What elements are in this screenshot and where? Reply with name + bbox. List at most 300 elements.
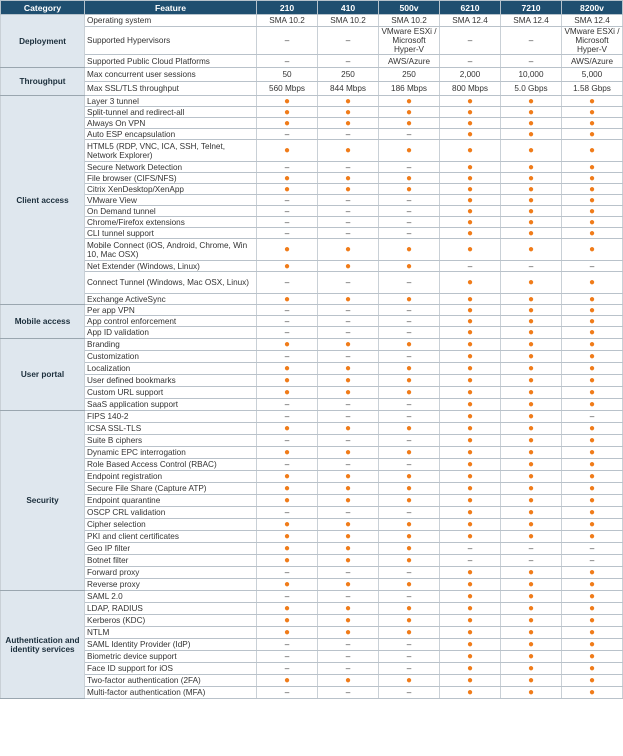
supported-dot-cell: ● (379, 495, 440, 507)
supported-dot-cell: ● (562, 639, 623, 651)
feature-cell: Supported Hypervisors (85, 27, 257, 55)
value-cell: – (379, 639, 440, 651)
table-row (1, 663, 623, 675)
table-row (1, 675, 623, 687)
supported-dot-cell: ● (318, 339, 379, 351)
supported-dot-cell: ● (318, 483, 379, 495)
table-row (1, 327, 623, 339)
value-cell: – (257, 206, 318, 217)
supported-dot-cell: ● (318, 471, 379, 483)
feature-cell: Botnet filter (85, 555, 257, 567)
feature-cell: SaaS application support (85, 399, 257, 411)
table-row (1, 507, 623, 519)
supported-dot-cell: ● (257, 363, 318, 375)
feature-cell: Cipher selection (85, 519, 257, 531)
supported-dot-cell: ● (318, 519, 379, 531)
feature-cell: Chrome/Firefox extensions (85, 217, 257, 228)
supported-dot-cell: ● (562, 184, 623, 195)
value-cell: – (257, 639, 318, 651)
supported-dot-cell: ● (562, 129, 623, 140)
value-cell: – (318, 567, 379, 579)
value-cell: – (318, 162, 379, 173)
table-row (1, 687, 623, 699)
supported-dot-cell: ● (257, 339, 318, 351)
table-row (1, 173, 623, 184)
supported-dot-cell: ● (318, 140, 379, 162)
table-row (1, 363, 623, 375)
supported-dot-cell: ● (257, 603, 318, 615)
value-cell: 1.58 Gbps (562, 82, 623, 96)
value-cell: – (379, 217, 440, 228)
value-cell: SMA 12.4 (440, 15, 501, 27)
supported-dot-cell: ● (379, 375, 440, 387)
supported-dot-cell: ● (379, 603, 440, 615)
value-cell: – (318, 351, 379, 363)
value-cell: – (379, 651, 440, 663)
feature-cell: Secure File Share (Capture ATP) (85, 483, 257, 495)
supported-dot-cell: ● (257, 471, 318, 483)
feature-cell: Dynamic EPC interrogation (85, 447, 257, 459)
header-model-210: 210 (257, 1, 318, 15)
value-cell: – (379, 567, 440, 579)
value-cell: – (318, 507, 379, 519)
value-cell: – (318, 129, 379, 140)
supported-dot-cell: ● (318, 495, 379, 507)
supported-dot-cell: ● (562, 507, 623, 519)
table-row (1, 579, 623, 591)
supported-dot-cell: ● (257, 447, 318, 459)
supported-dot-cell: ● (562, 339, 623, 351)
table-row (1, 471, 623, 483)
value-cell: – (501, 27, 562, 55)
supported-dot-cell: ● (440, 184, 501, 195)
supported-dot-cell: ● (501, 327, 562, 339)
table-row (1, 399, 623, 411)
value-cell: – (257, 435, 318, 447)
supported-dot-cell: ● (501, 675, 562, 687)
supported-dot-cell: ● (379, 543, 440, 555)
table-row (1, 435, 623, 447)
value-cell: – (440, 261, 501, 272)
supported-dot-cell: ● (379, 423, 440, 435)
supported-dot-cell: ● (562, 305, 623, 316)
value-cell: – (379, 687, 440, 699)
supported-dot-cell: ● (440, 206, 501, 217)
category-cell: Deployment (1, 15, 85, 68)
supported-dot-cell: ● (440, 651, 501, 663)
supported-dot-cell: ● (257, 495, 318, 507)
table-row (1, 483, 623, 495)
feature-cell: Operating system (85, 15, 257, 27)
value-cell: – (379, 435, 440, 447)
feature-cell: Two-factor authentication (2FA) (85, 675, 257, 687)
supported-dot-cell: ● (562, 531, 623, 543)
value-cell: – (562, 543, 623, 555)
table-row (1, 603, 623, 615)
value-cell: – (562, 411, 623, 423)
supported-dot-cell: ● (257, 140, 318, 162)
supported-dot-cell: ● (257, 294, 318, 305)
supported-dot-cell: ● (318, 173, 379, 184)
supported-dot-cell: ● (318, 261, 379, 272)
supported-dot-cell: ● (318, 423, 379, 435)
table-row (1, 423, 623, 435)
value-cell: SMA 10.2 (257, 15, 318, 27)
supported-dot-cell: ● (562, 675, 623, 687)
supported-dot-cell: ● (257, 531, 318, 543)
value-cell: 50 (257, 68, 318, 82)
value-cell: – (257, 459, 318, 471)
supported-dot-cell: ● (562, 239, 623, 261)
supported-dot-cell: ● (379, 261, 440, 272)
supported-dot-cell: ● (501, 184, 562, 195)
supported-dot-cell: ● (501, 387, 562, 399)
supported-dot-cell: ● (501, 447, 562, 459)
supported-dot-cell: ● (440, 327, 501, 339)
supported-dot-cell: ● (440, 316, 501, 327)
supported-dot-cell: ● (501, 294, 562, 305)
supported-dot-cell: ● (257, 375, 318, 387)
supported-dot-cell: ● (440, 411, 501, 423)
supported-dot-cell: ● (562, 519, 623, 531)
supported-dot-cell: ● (501, 118, 562, 129)
value-cell: – (440, 55, 501, 68)
supported-dot-cell: ● (501, 351, 562, 363)
feature-cell: LDAP, RADIUS (85, 603, 257, 615)
supported-dot-cell: ● (562, 435, 623, 447)
supported-dot-cell: ● (318, 531, 379, 543)
feature-cell: Layer 3 tunnel (85, 96, 257, 107)
supported-dot-cell: ● (501, 316, 562, 327)
supported-dot-cell: ● (318, 184, 379, 195)
supported-dot-cell: ● (501, 591, 562, 603)
supported-dot-cell: ● (501, 495, 562, 507)
supported-dot-cell: ● (379, 447, 440, 459)
supported-dot-cell: ● (562, 228, 623, 239)
supported-dot-cell: ● (379, 363, 440, 375)
value-cell: – (257, 687, 318, 699)
table-body (1, 15, 623, 699)
table-row (1, 162, 623, 173)
supported-dot-cell: ● (379, 184, 440, 195)
feature-cell: Max SSL/TLS throughput (85, 82, 257, 96)
supported-dot-cell: ● (501, 339, 562, 351)
supported-dot-cell: ● (501, 579, 562, 591)
supported-dot-cell: ● (562, 162, 623, 173)
supported-dot-cell: ● (440, 519, 501, 531)
value-cell: – (318, 272, 379, 294)
value-cell: – (257, 507, 318, 519)
feature-cell: On Demand tunnel (85, 206, 257, 217)
value-cell: – (318, 411, 379, 423)
value-cell: – (379, 305, 440, 316)
supported-dot-cell: ● (501, 375, 562, 387)
supported-dot-cell: ● (257, 107, 318, 118)
value-cell: – (318, 195, 379, 206)
supported-dot-cell: ● (440, 129, 501, 140)
value-cell: – (257, 591, 318, 603)
category-cell: Throughput (1, 68, 85, 96)
value-cell: – (318, 639, 379, 651)
value-cell: – (257, 217, 318, 228)
value-cell: – (379, 195, 440, 206)
feature-cell: ICSA SSL-TLS (85, 423, 257, 435)
supported-dot-cell: ● (440, 579, 501, 591)
value-cell: – (318, 651, 379, 663)
value-cell: – (440, 555, 501, 567)
supported-dot-cell: ● (379, 531, 440, 543)
feature-cell: Split-tunnel and redirect-all (85, 107, 257, 118)
supported-dot-cell: ● (440, 603, 501, 615)
value-cell: – (318, 435, 379, 447)
table-row (1, 129, 623, 140)
table-row (1, 305, 623, 316)
value-cell: – (379, 272, 440, 294)
feature-cell: Role Based Access Control (RBAC) (85, 459, 257, 471)
supported-dot-cell: ● (440, 118, 501, 129)
feature-cell: Net Extender (Windows, Linux) (85, 261, 257, 272)
value-cell: 186 Mbps (379, 82, 440, 96)
feature-cell: Biometric device support (85, 651, 257, 663)
supported-dot-cell: ● (501, 162, 562, 173)
value-cell: – (257, 129, 318, 140)
table-row (1, 195, 623, 206)
table-row (1, 447, 623, 459)
supported-dot-cell: ● (501, 483, 562, 495)
table-row (1, 339, 623, 351)
supported-dot-cell: ● (257, 387, 318, 399)
supported-dot-cell: ● (440, 363, 501, 375)
supported-dot-cell: ● (562, 423, 623, 435)
table-row (1, 316, 623, 327)
supported-dot-cell: ● (562, 495, 623, 507)
supported-dot-cell: ● (501, 129, 562, 140)
table-row (1, 118, 623, 129)
supported-dot-cell: ● (318, 675, 379, 687)
supported-dot-cell: ● (440, 305, 501, 316)
supported-dot-cell: ● (257, 118, 318, 129)
feature-cell: App ID validation (85, 327, 257, 339)
supported-dot-cell: ● (440, 627, 501, 639)
supported-dot-cell: ● (440, 495, 501, 507)
supported-dot-cell: ● (501, 567, 562, 579)
supported-dot-cell: ● (379, 96, 440, 107)
category-cell: User portal (1, 339, 85, 411)
table-row (1, 55, 623, 68)
supported-dot-cell: ● (501, 639, 562, 651)
supported-dot-cell: ● (379, 118, 440, 129)
supported-dot-cell: ● (562, 399, 623, 411)
supported-dot-cell: ● (501, 603, 562, 615)
feature-cell: CLI tunnel support (85, 228, 257, 239)
supported-dot-cell: ● (379, 339, 440, 351)
value-cell: – (257, 272, 318, 294)
header-feature: Feature (85, 1, 257, 15)
table-row (1, 82, 623, 96)
value-cell: 5,000 (562, 68, 623, 82)
value-cell: – (501, 555, 562, 567)
table-row (1, 627, 623, 639)
value-cell: – (440, 27, 501, 55)
table-row (1, 272, 623, 294)
table-row (1, 206, 623, 217)
category-cell: Client access (1, 96, 85, 305)
supported-dot-cell: ● (379, 627, 440, 639)
supported-dot-cell: ● (440, 173, 501, 184)
feature-cell: Always On VPN (85, 118, 257, 129)
value-cell: – (501, 261, 562, 272)
supported-dot-cell: ● (440, 217, 501, 228)
supported-dot-cell: ● (257, 423, 318, 435)
feature-cell: Citrix XenDesktop/XenApp (85, 184, 257, 195)
supported-dot-cell: ● (562, 591, 623, 603)
supported-dot-cell: ● (562, 387, 623, 399)
supported-dot-cell: ● (562, 459, 623, 471)
supported-dot-cell: ● (318, 96, 379, 107)
supported-dot-cell: ● (440, 162, 501, 173)
supported-dot-cell: ● (318, 107, 379, 118)
value-cell: 250 (379, 68, 440, 82)
value-cell: – (318, 459, 379, 471)
supported-dot-cell: ● (562, 627, 623, 639)
supported-dot-cell: ● (440, 459, 501, 471)
feature-cell: Suite B ciphers (85, 435, 257, 447)
supported-dot-cell: ● (501, 651, 562, 663)
value-cell: 2,000 (440, 68, 501, 82)
value-cell: – (257, 327, 318, 339)
value-cell: – (379, 591, 440, 603)
supported-dot-cell: ● (562, 615, 623, 627)
table-row (1, 184, 623, 195)
supported-dot-cell: ● (440, 687, 501, 699)
value-cell: – (318, 591, 379, 603)
table-row (1, 639, 623, 651)
supported-dot-cell: ● (562, 327, 623, 339)
feature-cell: Branding (85, 339, 257, 351)
value-cell: VMware ESXi / Microsoft Hyper-V (562, 27, 623, 55)
supported-dot-cell: ● (440, 339, 501, 351)
supported-dot-cell: ● (562, 447, 623, 459)
header-category: Category (1, 1, 85, 15)
supported-dot-cell: ● (318, 375, 379, 387)
supported-dot-cell: ● (379, 173, 440, 184)
feature-cell: Custom URL support (85, 387, 257, 399)
value-cell: – (257, 316, 318, 327)
value-cell: – (501, 543, 562, 555)
supported-dot-cell: ● (379, 579, 440, 591)
supported-dot-cell: ● (318, 579, 379, 591)
supported-dot-cell: ● (440, 507, 501, 519)
value-cell: – (379, 507, 440, 519)
supported-dot-cell: ● (501, 507, 562, 519)
table-row (1, 531, 623, 543)
supported-dot-cell: ● (257, 184, 318, 195)
feature-cell: Secure Network Detection (85, 162, 257, 173)
value-cell: – (379, 327, 440, 339)
feature-cell: Supported Public Cloud Platforms (85, 55, 257, 68)
supported-dot-cell: ● (440, 272, 501, 294)
value-cell: 560 Mbps (257, 82, 318, 96)
supported-dot-cell: ● (562, 96, 623, 107)
supported-dot-cell: ● (501, 173, 562, 184)
supported-dot-cell: ● (501, 272, 562, 294)
supported-dot-cell: ● (440, 351, 501, 363)
value-cell: 10,000 (501, 68, 562, 82)
category-cell: Mobile access (1, 305, 85, 339)
supported-dot-cell: ● (562, 579, 623, 591)
feature-cell: User defined bookmarks (85, 375, 257, 387)
supported-dot-cell: ● (562, 471, 623, 483)
supported-dot-cell: ● (562, 316, 623, 327)
value-cell: – (257, 195, 318, 206)
header-model-410: 410 (318, 1, 379, 15)
value-cell: – (379, 399, 440, 411)
value-cell: – (318, 399, 379, 411)
feature-cell: HTML5 (RDP, VNC, ICA, SSH, Telnet, Network Explorer) (85, 140, 257, 162)
supported-dot-cell: ● (257, 615, 318, 627)
value-cell: – (440, 543, 501, 555)
supported-dot-cell: ● (440, 471, 501, 483)
supported-dot-cell: ● (501, 687, 562, 699)
value-cell: – (257, 27, 318, 55)
supported-dot-cell: ● (257, 96, 318, 107)
supported-dot-cell: ● (318, 627, 379, 639)
value-cell: – (318, 228, 379, 239)
supported-dot-cell: ● (257, 519, 318, 531)
supported-dot-cell: ● (501, 228, 562, 239)
supported-dot-cell: ● (562, 687, 623, 699)
supported-dot-cell: ● (257, 173, 318, 184)
supported-dot-cell: ● (501, 140, 562, 162)
table-row (1, 543, 623, 555)
supported-dot-cell: ● (501, 411, 562, 423)
value-cell: AWS/Azure (379, 55, 440, 68)
supported-dot-cell: ● (562, 294, 623, 305)
supported-dot-cell: ● (257, 239, 318, 261)
supported-dot-cell: ● (257, 555, 318, 567)
supported-dot-cell: ● (562, 140, 623, 162)
supported-dot-cell: ● (379, 675, 440, 687)
supported-dot-cell: ● (501, 423, 562, 435)
supported-dot-cell: ● (562, 173, 623, 184)
supported-dot-cell: ● (440, 531, 501, 543)
table-row (1, 651, 623, 663)
supported-dot-cell: ● (257, 261, 318, 272)
supported-dot-cell: ● (562, 363, 623, 375)
value-cell: 250 (318, 68, 379, 82)
feature-cell: File browser (CIFS/NFS) (85, 173, 257, 184)
value-cell: SMA 10.2 (379, 15, 440, 27)
feature-cell: Connect Tunnel (Windows, Mac OSX, Linux) (85, 272, 257, 294)
supported-dot-cell: ● (440, 639, 501, 651)
value-cell: 5.0 Gbps (501, 82, 562, 96)
table-row (1, 228, 623, 239)
supported-dot-cell: ● (440, 294, 501, 305)
feature-cell: SAML 2.0 (85, 591, 257, 603)
value-cell: – (257, 651, 318, 663)
feature-cell: PKI and client certificates (85, 531, 257, 543)
feature-cell: FIPS 140-2 (85, 411, 257, 423)
supported-dot-cell: ● (440, 615, 501, 627)
value-cell: – (257, 351, 318, 363)
feature-cell: Max concurrent user sessions (85, 68, 257, 82)
supported-dot-cell: ● (440, 107, 501, 118)
header-model-8200v: 8200v (562, 1, 623, 15)
value-cell: – (257, 411, 318, 423)
value-cell: AWS/Azure (562, 55, 623, 68)
feature-cell: Geo IP filter (85, 543, 257, 555)
value-cell: – (501, 55, 562, 68)
